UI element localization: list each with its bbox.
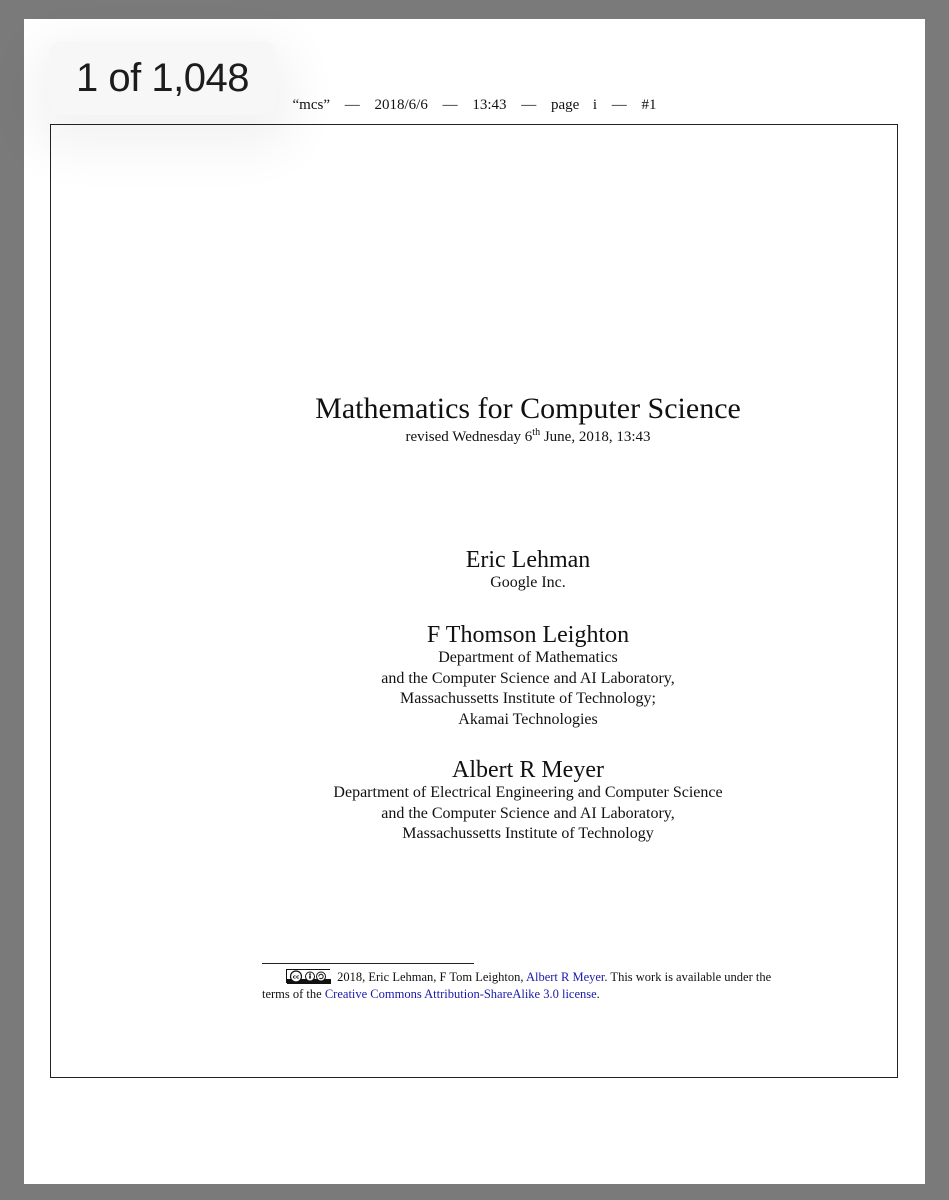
running-head-part: “mcs” (292, 97, 330, 113)
running-head-part: — (521, 97, 537, 113)
footnote-text: . (596, 987, 600, 1001)
running-head-part: — (611, 97, 627, 113)
author-affiliation-line: Department of Electrical Engineering and Computer Science (333, 784, 723, 801)
footnote-text: 2018, Eric Lehman, F Tom Leighton, (334, 970, 526, 984)
revision-date (313, 428, 743, 446)
running-head-part: — (442, 97, 458, 113)
running-head-part: page i (551, 97, 597, 113)
author-affiliation-line: Google Inc. (490, 574, 566, 591)
author-name: F Thomson Leighton (426, 622, 630, 648)
author-block-lehman (300, 547, 756, 594)
author-affiliation-line: Massachussetts Institute of Technology (402, 825, 654, 842)
author-link-meyer[interactable]: Albert R Meyer (525, 970, 605, 984)
creative-commons-by-sa-icon (286, 969, 330, 983)
page-counter-label: 1 of 1,048 (76, 55, 249, 100)
running-head-part: 2018/6/6 (374, 97, 428, 113)
footnote-rule (262, 963, 474, 964)
author-block-leighton (300, 622, 756, 730)
revision-date-prefix: revised Wednesday 6 (405, 429, 533, 445)
running-head-part: — (344, 97, 360, 113)
footnote-text: . This work is available under the terms of the (262, 970, 775, 1001)
running-head-part: #1 (641, 97, 657, 113)
page-counter (49, 41, 276, 115)
document-title: Mathematics for Computer Science (315, 392, 741, 425)
author-affiliation-line: and the Computer Science and AI Laboratory, (381, 669, 675, 687)
title-block (313, 392, 743, 446)
revision-date-ordinal: th (532, 427, 541, 438)
revision-date-suffix: June, 2018, 13:43 (540, 429, 651, 445)
license-link[interactable]: Creative Commons Attribution-ShareAlike 3.0 license (324, 987, 597, 1001)
page-frame (50, 124, 898, 1078)
author-block-meyer (300, 757, 756, 845)
author-affiliation-line: and the Computer Science and AI Laboratory, (381, 804, 675, 822)
author-name: Eric Lehman (465, 547, 591, 573)
author-affiliation-line: Akamai Technologies (458, 710, 598, 728)
running-head-part: 13:43 (472, 97, 507, 113)
author-name: Albert R Meyer (452, 757, 604, 783)
svg-text:cc: cc (292, 974, 300, 981)
author-affiliation-line: Massachussetts Institute of Technology; (400, 690, 656, 707)
copyright-footnote (262, 969, 802, 1003)
author-affiliation-line: Department of Mathematics (438, 649, 618, 666)
